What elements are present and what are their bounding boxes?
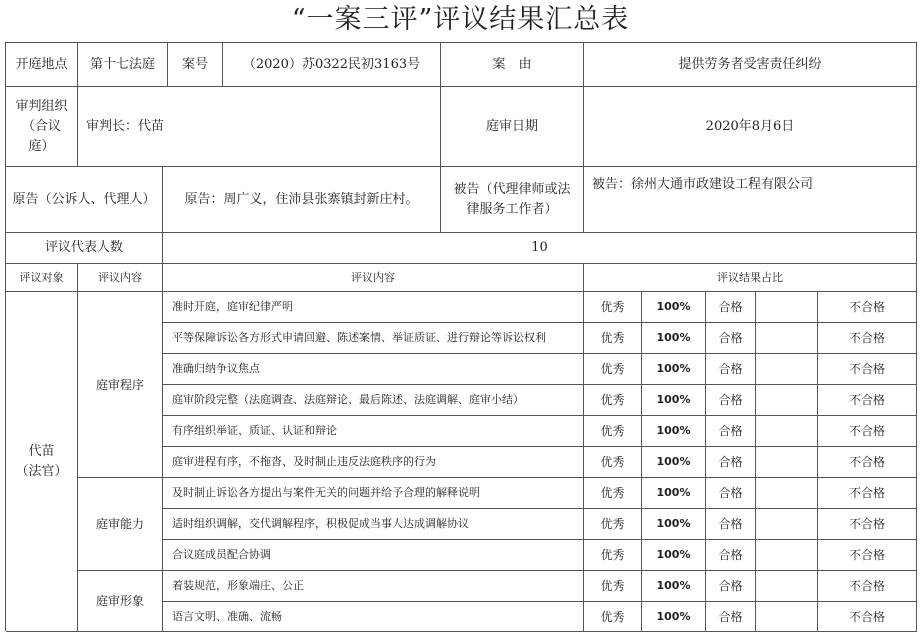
defendant-label-line-2: 律服务工作者） bbox=[466, 201, 558, 217]
result-pass: 合格 bbox=[706, 602, 756, 632]
result-pass-pct bbox=[756, 509, 818, 540]
case-no-value: （2020）苏0322民初3163号 bbox=[223, 43, 441, 87]
result-fail: 不合格 bbox=[818, 323, 917, 354]
result-excellent-pct: 100% bbox=[642, 602, 706, 632]
result-excellent: 优秀 bbox=[584, 478, 642, 509]
object-name: 代苗 bbox=[28, 443, 55, 459]
group-ability: 庭审能力 bbox=[78, 478, 163, 571]
result-excellent-pct: 100% bbox=[642, 540, 706, 571]
criterion-9: 合议庭成员配合协调 bbox=[163, 540, 584, 571]
group-image: 庭审形象 bbox=[78, 571, 163, 632]
criterion-7: 及时制止诉讼各方提出与案件无关的问题并给予合理的解释说明 bbox=[163, 478, 584, 509]
result-fail: 不合格 bbox=[818, 602, 917, 632]
result-fail: 不合格 bbox=[818, 571, 917, 602]
result-fail: 不合格 bbox=[818, 509, 917, 540]
th-detail: 评议内容 bbox=[163, 264, 584, 292]
object-role: （法官） bbox=[15, 463, 68, 479]
result-pass: 合格 bbox=[706, 509, 756, 540]
result-excellent-pct: 100% bbox=[642, 447, 706, 478]
result-excellent: 优秀 bbox=[584, 323, 642, 354]
object-cell bbox=[6, 292, 78, 632]
plaintiff-value: 原告：周广义，住沛县张寨镇封新庄村。 bbox=[163, 167, 441, 233]
result-excellent-pct: 100% bbox=[642, 478, 706, 509]
result-excellent: 优秀 bbox=[584, 292, 642, 323]
date-label: 庭审日期 bbox=[441, 87, 584, 167]
result-pass: 合格 bbox=[706, 416, 756, 447]
result-pass-pct bbox=[756, 478, 818, 509]
criterion-1: 准时开庭，庭审纪律严明 bbox=[163, 292, 584, 323]
result-pass: 合格 bbox=[706, 447, 756, 478]
result-fail: 不合格 bbox=[818, 540, 917, 571]
result-excellent: 优秀 bbox=[584, 447, 642, 478]
location-value: 第十七法庭 bbox=[78, 43, 168, 87]
criterion-11: 语言文明、准确、流畅 bbox=[163, 602, 584, 632]
result-excellent-pct: 100% bbox=[642, 571, 706, 602]
th-result: 评议结果占比 bbox=[584, 264, 917, 292]
result-excellent-pct: 100% bbox=[642, 385, 706, 416]
org-label-line-1: 审判组织 bbox=[15, 98, 68, 114]
result-pass: 合格 bbox=[706, 292, 756, 323]
result-pass: 合格 bbox=[706, 571, 756, 602]
result-fail: 不合格 bbox=[818, 447, 917, 478]
result-excellent: 优秀 bbox=[584, 385, 642, 416]
result-pass: 合格 bbox=[706, 354, 756, 385]
result-excellent: 优秀 bbox=[584, 571, 642, 602]
org-label-line-3: 庭） bbox=[28, 138, 55, 154]
result-pass: 合格 bbox=[706, 385, 756, 416]
result-pass-pct bbox=[756, 416, 818, 447]
result-pass-pct bbox=[756, 292, 818, 323]
location-label: 开庭地点 bbox=[6, 43, 78, 87]
org-label-line-2: （合议 bbox=[21, 118, 61, 134]
defendant-label-line-1: 被告（代理律师或法 bbox=[453, 181, 571, 197]
org-label bbox=[6, 87, 78, 167]
case-no-label: 案号 bbox=[168, 43, 223, 87]
result-excellent: 优秀 bbox=[584, 540, 642, 571]
result-pass-pct bbox=[756, 447, 818, 478]
criterion-8: 适时组织调解，交代调解程序，积极促成当事人达成调解协议 bbox=[163, 509, 584, 540]
summary-table bbox=[5, 42, 917, 631]
criterion-6: 庭审进程有序，不拖沓、及时制止违反法庭秩序的行为 bbox=[163, 447, 584, 478]
result-excellent-pct: 100% bbox=[642, 354, 706, 385]
result-excellent: 优秀 bbox=[584, 354, 642, 385]
result-fail: 不合格 bbox=[818, 385, 917, 416]
group-procedure: 庭审程序 bbox=[78, 292, 163, 478]
cause-value: 提供劳务者受害责任纠纷 bbox=[584, 43, 917, 87]
result-pass-pct bbox=[756, 354, 818, 385]
plaintiff-label: 原告（公诉人、代理人） bbox=[6, 167, 163, 233]
result-excellent-pct: 100% bbox=[642, 416, 706, 447]
criterion-4: 庭审阶段完整（法庭调查、法庭辩论、最后陈述、法庭调解、庭审小结） bbox=[163, 385, 584, 416]
criterion-3: 准确归纳争议焦点 bbox=[163, 354, 584, 385]
date-value: 2020年8月6日 bbox=[584, 87, 917, 167]
rep-count-value: 10 bbox=[163, 233, 917, 264]
result-excellent: 优秀 bbox=[584, 602, 642, 632]
criterion-10: 着装规范，形象端庄、公正 bbox=[163, 571, 584, 602]
result-fail: 不合格 bbox=[818, 478, 917, 509]
th-object: 评议对象 bbox=[6, 264, 78, 292]
result-pass-pct bbox=[756, 323, 818, 354]
org-value: 审判长：代苗 bbox=[78, 87, 441, 167]
result-excellent-pct: 100% bbox=[642, 292, 706, 323]
result-pass-pct bbox=[756, 602, 818, 632]
result-excellent-pct: 100% bbox=[642, 323, 706, 354]
cause-label: 案 由 bbox=[441, 43, 584, 87]
result-pass: 合格 bbox=[706, 540, 756, 571]
criterion-5: 有序组织举证、质证、认证和辩论 bbox=[163, 416, 584, 447]
page-title: “一案三评”评议结果汇总表 bbox=[291, 4, 630, 35]
result-pass-pct bbox=[756, 571, 818, 602]
result-excellent-pct: 100% bbox=[642, 509, 706, 540]
th-content: 评议内容 bbox=[78, 264, 163, 292]
result-fail: 不合格 bbox=[818, 416, 917, 447]
result-fail: 不合格 bbox=[818, 292, 917, 323]
result-excellent: 优秀 bbox=[584, 509, 642, 540]
result-pass-pct bbox=[756, 385, 818, 416]
result-pass-pct bbox=[756, 540, 818, 571]
result-pass: 合格 bbox=[706, 478, 756, 509]
criterion-2: 平等保障诉讼各方形式申请回避、陈述案情、举证质证、进行辩论等诉讼权利 bbox=[163, 323, 584, 354]
result-fail: 不合格 bbox=[818, 354, 917, 385]
rep-count-label: 评议代表人数 bbox=[6, 233, 163, 264]
result-pass: 合格 bbox=[706, 323, 756, 354]
result-excellent: 优秀 bbox=[584, 416, 642, 447]
defendant-label bbox=[441, 167, 584, 233]
defendant-value: 被告：徐州大通市政建设工程有限公司 bbox=[584, 167, 917, 233]
